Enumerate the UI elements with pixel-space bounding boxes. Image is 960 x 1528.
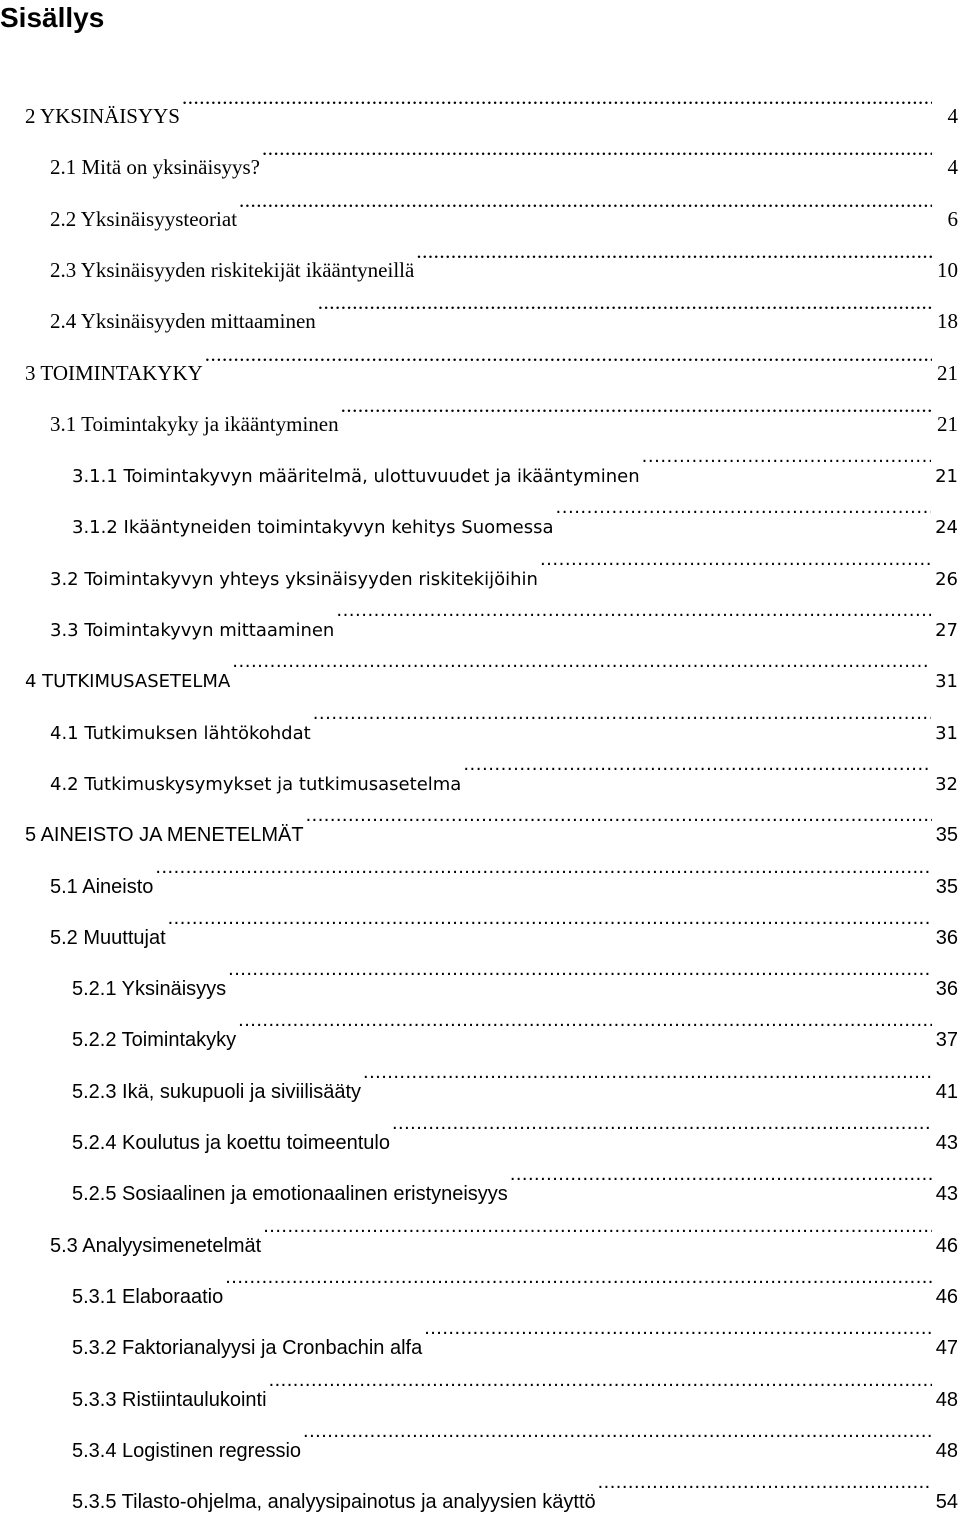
toc-entry-title: 3 TOIMINTAKYKY: [25, 360, 203, 385]
toc-entry-page-number: 37: [935, 1029, 958, 1052]
toc-entry-page-number: 4: [947, 155, 958, 180]
toc-entry-page-number: 46: [935, 1285, 958, 1308]
toc-entry[interactable]: [50, 893, 958, 949]
toc-entry-title: 3.1 Toimintakyky ja ikääntyminen: [50, 411, 339, 436]
toc-entry-page-number: 43: [935, 1183, 958, 1206]
toc-entry[interactable]: [50, 226, 958, 282]
toc-entry-title: 3.1.1 Toimintakyvyn määritelmä, ulottuvuudet ja ikääntyminen: [72, 466, 640, 488]
toc-entry[interactable]: [72, 482, 958, 539]
toc-entry-title: 3.2 Toimintakyvyn yhteys yksinäisyyden riskitekijöihin: [50, 568, 538, 590]
dot-leader: [341, 380, 932, 431]
toc-entry[interactable]: [72, 944, 958, 1001]
toc-entry[interactable]: [72, 995, 958, 1052]
toc-entry[interactable]: [72, 1252, 958, 1308]
dot-leader: [540, 534, 931, 585]
toc-entry-page-number: 26: [935, 568, 958, 590]
toc-entry[interactable]: [50, 585, 958, 641]
toc-entry[interactable]: [50, 842, 958, 898]
toc-entry-page-number: 21: [937, 411, 958, 436]
toc-entry-page-number: 41: [935, 1080, 958, 1103]
toc-entry-title: 5.1 Aineisto: [50, 875, 154, 898]
toc-entry-title: 5.2.5 Sosiaalinen ja emotionaalinen eristyneisyys: [72, 1183, 508, 1206]
toc-entry-title: 2.1 Mitä on yksinäisyys?: [50, 155, 260, 180]
toc-entry-title: 5.3.4 Logistinen regressio: [72, 1439, 302, 1462]
toc-entry[interactable]: [50, 1201, 958, 1257]
toc-entry-page-number: 31: [935, 671, 958, 693]
toc-entry-title: 5.3.2 Faktorianalyysi ja Cronbachin alfa: [72, 1337, 423, 1360]
toc-entry[interactable]: [72, 1149, 958, 1206]
toc-entry-page-number: 18: [937, 309, 958, 334]
toc-entry-page-number: 10: [937, 257, 958, 282]
toc-entry[interactable]: [50, 380, 958, 436]
dot-leader: [363, 1047, 932, 1098]
toc-entry-page-number: 43: [935, 1132, 958, 1154]
toc-entry-title: 5.2.4 Koulutus ja koettu toimeentulo: [72, 1132, 390, 1154]
dot-leader: [463, 739, 931, 790]
dot-leader: [238, 995, 932, 1046]
toc-entry-page-number: 54: [935, 1491, 958, 1514]
toc-entry-page-number: 48: [935, 1388, 958, 1411]
dot-leader: [306, 790, 932, 841]
dot-leader: [303, 1406, 932, 1457]
toc-entry[interactable]: [25, 329, 958, 385]
toc-entry-title: 4.1 Tutkimuksen lähtökohdat: [50, 722, 311, 744]
toc-entry-title: 2.3 Yksinäisyyden riskitekijät ikääntyneillä: [50, 257, 415, 282]
toc-entry-page-number: 24: [935, 517, 958, 539]
toc-entry[interactable]: [72, 1047, 958, 1103]
dot-leader: [155, 842, 931, 893]
dot-leader: [598, 1457, 932, 1508]
toc-entry-page-number: 36: [935, 978, 958, 1001]
toc-entry-title: 4.2 Tutkimuskysymykset ja tutkimusasetelma: [50, 773, 462, 795]
dot-leader: [416, 226, 932, 277]
dot-leader: [262, 123, 932, 174]
toc-entry[interactable]: [25, 636, 958, 693]
dot-leader: [318, 277, 932, 328]
toc-entry-page-number: 47: [935, 1337, 958, 1360]
toc-entry[interactable]: [50, 277, 958, 334]
toc-entry[interactable]: [50, 688, 958, 744]
dot-leader: [225, 1252, 932, 1303]
dot-leader: [510, 1149, 932, 1200]
dot-leader: [239, 175, 932, 226]
dot-leader: [228, 944, 932, 995]
toc-entry-title: 5.2.2 Toimintakyky: [72, 1029, 237, 1052]
toc-entry-title: 5.3.5 Tilasto-ohjelma, analyysipainotus ja analyysien käyttö: [72, 1491, 596, 1514]
toc-entry-title: 5 AINEISTO JA MENETELMÄT: [25, 824, 304, 847]
toc-entry-title: 5.2 Muuttujat: [50, 926, 166, 949]
toc-entry-page-number: 36: [935, 926, 958, 949]
toc-entry[interactable]: [72, 1406, 958, 1462]
toc-entry-title: 5.2.1 Yksinäisyys: [72, 978, 227, 1001]
dot-leader: [424, 1303, 932, 1354]
toc-entry-page-number: 46: [935, 1234, 958, 1257]
toc-entry-title: 3.3 Toimintakyvyn mittaaminen: [50, 620, 335, 641]
toc-entry[interactable]: [72, 1355, 958, 1411]
toc-entry[interactable]: [50, 534, 958, 590]
toc-entry-page-number: 4: [947, 104, 958, 128]
toc-entry-title: 5.3.3 Ristiintaulukointi: [72, 1388, 267, 1411]
dot-leader: [232, 636, 931, 687]
page-title: Sisällys: [0, 2, 105, 33]
toc-entry[interactable]: [25, 790, 958, 847]
toc-entry-page-number: 6: [947, 206, 958, 231]
dot-leader: [313, 688, 931, 739]
toc-entry-title: 3.1.2 Ikääntyneiden toimintakyvyn kehitys Suomessa: [72, 517, 554, 539]
toc-entry-page-number: 27: [935, 620, 958, 641]
toc-entry-page-number: 31: [935, 722, 958, 744]
toc-entry[interactable]: [72, 431, 958, 488]
toc-entry-title: 2.4 Yksinäisyyden mittaaminen: [50, 309, 316, 334]
toc-entry[interactable]: [50, 739, 958, 795]
toc-entry-title: 5.2.3 Ikä, sukupuoli ja siviilisääty: [72, 1080, 362, 1103]
toc-entry-title: 5.3.1 Elaboraatio: [72, 1285, 224, 1308]
toc-entry[interactable]: [25, 72, 958, 128]
toc-entry[interactable]: [50, 123, 958, 180]
dot-leader: [182, 72, 932, 123]
toc-entry-page-number: 35: [935, 824, 958, 847]
dot-leader: [556, 482, 932, 533]
toc-entry-title: 2.2 Yksinäisyysteoriat: [50, 206, 238, 231]
dot-leader: [269, 1355, 932, 1406]
toc-entry-title: 4 TUTKIMUSASETELMA: [25, 671, 231, 693]
dot-leader: [642, 431, 931, 482]
toc-entry-title: 5.3 Analyysimenetelmät: [50, 1234, 262, 1257]
toc-entry[interactable]: [72, 1457, 958, 1514]
toc-entry-page-number: 21: [935, 466, 958, 488]
toc-entry[interactable]: [72, 1098, 958, 1154]
toc-entry-title: 2 YKSINÄISYYS: [25, 104, 180, 128]
dot-leader: [336, 585, 931, 636]
dot-leader: [205, 329, 932, 380]
toc-entry[interactable]: [50, 175, 958, 231]
toc-entry-page-number: 35: [935, 875, 958, 898]
toc-entry-page-number: 21: [937, 360, 958, 385]
toc-entry-page-number: 32: [935, 773, 958, 795]
dot-leader: [168, 893, 932, 944]
dot-leader: [392, 1098, 932, 1149]
toc-entry[interactable]: [72, 1303, 958, 1360]
dot-leader: [263, 1201, 932, 1252]
toc-entry-page-number: 48: [935, 1439, 958, 1462]
